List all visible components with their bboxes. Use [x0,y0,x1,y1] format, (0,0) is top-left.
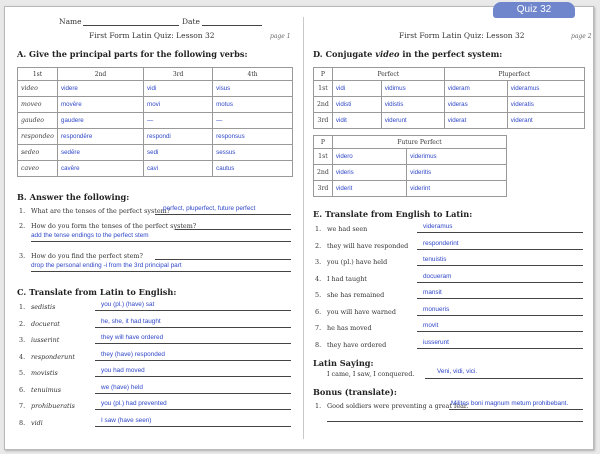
c-latin-word: sedistis [31,303,56,311]
e-question-number: 2. [315,241,322,250]
answer-line [95,409,291,410]
section-c-title: C. Translate from Latin to English: [17,287,177,297]
e-question-number: 6. [315,307,322,316]
perfect-form: vidi [332,81,381,97]
answer-line [95,343,291,344]
principal-part-answer: cavēre [58,161,144,177]
table-row [18,161,293,177]
b-question-number: 1. [19,207,26,215]
perfect-form: vidit [332,113,381,129]
principal-part-answer: cavi [144,161,213,177]
principal-part-answer: sedi [144,145,213,161]
answer-line [175,229,291,230]
section-a-title: A. Give the principal parts for the following verbs: [17,49,248,59]
e-answer: iusserunt [423,338,449,346]
e-question-number: 3. [315,258,322,266]
e-question-number: 5. [315,291,322,299]
table-row [18,129,293,145]
c-latin-word: docuerat [31,319,60,328]
e-question-number: 4. [315,274,322,283]
e-english-phrase: I had taught [327,274,367,283]
p-header-future: P [314,136,333,149]
principal-part-answer: motus [213,97,293,113]
date-line [202,25,262,26]
verb-cell: gaudeo [18,113,58,129]
answer-line [95,426,291,427]
c-latin-word: vidi [31,418,43,427]
person-cell: 3rd [314,181,333,197]
future-perfect-form: videritis [407,165,507,181]
principal-part-header-4: 4th [213,68,293,81]
e-answer: movit [423,322,439,329]
principal-part-answer: cautus [213,161,293,177]
c-latin-word: movistis [31,369,58,377]
principal-part-answer: responsus [213,129,293,145]
e-english-phrase: they have ordered [327,340,387,349]
principal-part-answer: vidi [144,81,213,97]
principal-part-answer: movēre [58,97,144,113]
e-question-number: 1. [315,225,322,233]
perfect-pluperfect-table [313,67,585,129]
e-english-phrase: he has moved [327,324,372,332]
c-answer: they (have) responded [101,350,165,358]
principal-part-answer: respondēre [58,129,144,145]
answer-line [95,310,291,311]
bonus-answer: Milites boni magnum metum prohibebant. [451,400,569,407]
e-answer: docueram [423,272,452,280]
principal-part-answer: movi [144,97,213,113]
b-question: How do you find the perfect stem? [31,252,143,260]
principal-part-answer: respondi [144,129,213,145]
c-question-number: 3. [19,336,26,344]
answer-line [95,376,291,377]
name-line [83,25,179,26]
verb-cell: respondeo [18,129,58,145]
c-answer: he, she, it had taught [101,317,161,325]
c-latin-word: responderunt [31,352,75,361]
c-question-number: 5. [19,369,26,377]
pluperfect-header: Pluperfect [444,68,584,81]
e-answer: responderint [423,239,459,247]
b-answer: add the tense endings to the perfect stem [31,232,149,239]
answer-line [417,232,583,233]
table-row [314,97,585,113]
c-answer: we (have) held [101,383,143,391]
principal-part-header-2: 2nd [58,68,144,81]
e-english-phrase: you will have warned [327,307,396,316]
section-b-title: B. Answer the following: [17,192,130,202]
table-row [314,165,507,181]
table-row [314,81,585,97]
answer-line [95,393,291,394]
bonus-line-2 [327,421,583,422]
right-quiz-title: First Form Latin Quiz: Lesson 32 [399,31,525,40]
principal-part-answer: — [213,113,293,129]
verb-cell: moveo [18,97,58,113]
c-latin-word: tenuimus [31,385,62,394]
quiz-tab: Quiz 32 [493,2,575,18]
future-perfect-form: viderimus [407,149,507,165]
future-perfect-form: viderint [407,181,507,197]
answer-line [95,360,291,361]
person-cell: 1st [314,149,333,165]
left-page-number: page 1 [270,33,291,40]
pluperfect-form: videras [444,97,507,113]
principal-part-answer: gaudere [58,113,144,129]
answer-line [417,249,583,250]
person-cell: 1st [314,81,333,97]
principal-parts-table [17,67,293,177]
principal-part-answer: sedēre [58,145,144,161]
perfect-form: vidisti [332,97,381,113]
b-question-number: 3. [19,252,26,260]
b-answer: drop the personal ending -i from the 3rd principal part [31,262,182,269]
c-question-number: 6. [19,385,26,394]
table-row [314,113,585,129]
quiz-sheet [4,6,594,450]
bonus-title: Bonus (translate): [313,387,397,397]
b-question: How do you form the tenses of the perfect system? [31,222,197,230]
c-question-number: 2. [19,319,26,328]
future-perfect-form: viderit [332,181,406,197]
pluperfect-form: videratis [507,97,584,113]
future-perfect-table [313,135,507,197]
left-quiz-title: First Form Latin Quiz: Lesson 32 [89,31,215,40]
c-answer: you (pl.) (have) sat [101,301,155,308]
latin-saying-line [425,378,583,379]
answer-line [31,241,291,242]
answer-line [417,282,583,283]
answer-line [417,331,583,332]
answer-line [95,327,291,328]
pluperfect-form: viderat [444,113,507,129]
answer-line [155,259,291,260]
perfect-form: vidistis [381,97,444,113]
perfect-form: viderunt [381,113,444,129]
table-row [18,113,293,129]
c-latin-word: iusserint [31,336,60,344]
table-row [18,145,293,161]
right-page-number: page 2 [571,33,592,40]
table-row [18,97,293,113]
answer-line [417,315,583,316]
future-perfect-form: videro [332,149,406,165]
principal-part-answer: sessus [213,145,293,161]
answer-line [417,348,583,349]
person-cell: 2nd [314,165,333,181]
c-answer: you (pl.) had prevented [101,400,167,407]
b-question-number: 2. [19,222,26,230]
e-answer: videramus [423,223,453,230]
section-e-title: E. Translate from English to Latin: [313,209,473,219]
e-english-phrase: they will have responded [327,241,409,250]
table-row [18,81,293,97]
bonus-question: Good soldiers were preventing a great fear. [327,402,469,410]
e-english-phrase: she has remained [327,291,385,299]
verb-cell: video [18,81,58,97]
e-question-number: 8. [315,340,322,349]
date-label: Date [182,17,200,26]
c-answer: you had moved [101,367,145,374]
table-row [314,149,507,165]
section-d-title: D. Conjugate video in the perfect system: [313,49,503,59]
c-question-number: 8. [19,418,26,427]
principal-part-answer: visus [213,81,293,97]
verb-cell: caveo [18,161,58,177]
page-divider [303,17,304,439]
perfect-form: vidimus [381,81,444,97]
e-english-phrase: you (pl.) have held [327,258,388,266]
principal-part-answer: videre [58,81,144,97]
future-perfect-form: videris [332,165,406,181]
answer-line [31,271,291,272]
bonus-line-1 [449,409,583,410]
e-english-phrase: we had seen [327,225,368,233]
verb-cell: sedeo [18,145,58,161]
name-label: Name [59,17,82,26]
pluperfect-form: viderant [507,113,584,129]
answer-line [155,214,291,215]
latin-saying-answer: Veni, vidi, vici. [437,368,478,375]
c-answer: I saw (have seen) [101,416,152,424]
e-question-number: 7. [315,324,322,332]
e-answer: mansit [423,289,442,296]
pluperfect-form: videramus [507,81,584,97]
principal-part-answer: — [144,113,213,129]
p-header: P [314,68,333,81]
c-question-number: 4. [19,352,26,361]
person-cell: 2nd [314,97,333,113]
future-perfect-header: Future Perfect [332,136,506,149]
perfect-header: Perfect [332,68,444,81]
b-question: What are the tenses of the perfect system? [31,207,171,215]
principal-part-header-1: 1st [18,68,58,81]
answer-line [417,265,583,266]
latin-saying-title: Latin Saying: [313,358,374,368]
answer-line [417,298,583,299]
person-cell: 3rd [314,113,333,129]
pluperfect-form: videram [444,81,507,97]
b-answer: perfect, pluperfect, future perfect [163,205,256,212]
e-answer: monueris [423,305,450,313]
principal-part-header-3: 3rd [144,68,213,81]
c-question-number: 7. [19,402,26,410]
latin-saying-question: I came, I saw, I conquered. [327,370,415,378]
c-question-number: 1. [19,303,26,311]
table-row [314,181,507,197]
bonus-number: 1. [315,402,322,410]
e-answer: tenuistis [423,256,447,263]
c-latin-word: prohibueratis [31,402,75,410]
c-answer: they will have ordered [101,334,164,341]
